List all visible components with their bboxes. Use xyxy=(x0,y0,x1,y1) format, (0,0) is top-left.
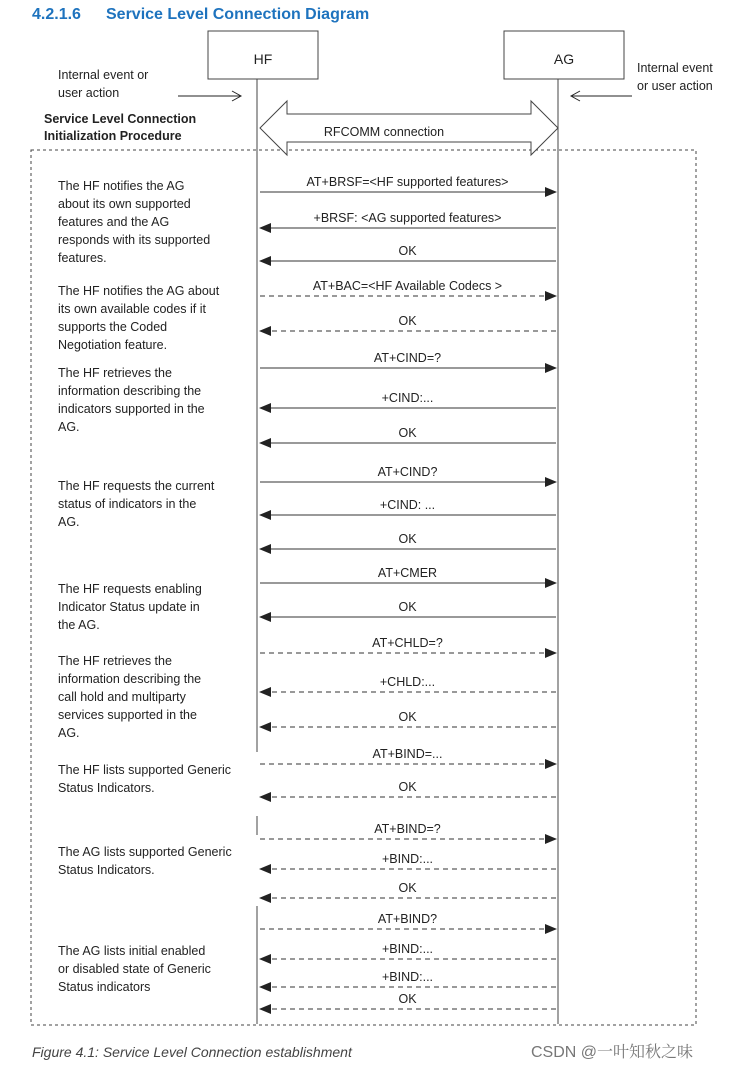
message-label: AT+CMER xyxy=(377,566,438,580)
message-label: AT+CIND=? xyxy=(373,351,442,365)
message-label: OK xyxy=(398,244,417,258)
section-title: Service Level Connection Diagram xyxy=(106,6,370,23)
message-label: +CHLD:... xyxy=(379,675,436,689)
message-label: +BIND:... xyxy=(381,942,434,956)
rfcomm-label: RFCOMM connection xyxy=(323,125,445,139)
message-label: +CIND: ... xyxy=(379,498,436,512)
step-note: The AG lists supported Generic Status Indicators. xyxy=(58,845,232,877)
ag-entity-label: AG xyxy=(553,51,575,67)
message-label: +BIND:... xyxy=(381,970,434,984)
message-label: AT+BIND=... xyxy=(372,747,443,761)
message-label: AT+BAC=<HF Available Codecs > xyxy=(312,279,503,293)
message-label: OK xyxy=(398,881,417,895)
watermark: CSDN @一叶知秋之味 xyxy=(531,1044,694,1061)
procedure-title: Service Level Connection Initialization Procedure xyxy=(44,112,197,143)
step-note: The HF retrieves the information describing the call hold and multiparty services supported in the AG. xyxy=(58,654,202,740)
message-label: +CIND:... xyxy=(381,391,434,405)
step-note: The HF lists supported Generic Status Indicators. xyxy=(58,763,231,795)
message-label: AT+CHLD=? xyxy=(372,636,443,650)
figure-caption: Figure 4.1: Service Level Connection establishment xyxy=(32,1044,352,1060)
hf-side-label: Internal event or user action xyxy=(58,68,149,100)
step-note: The HF notifies the AG about its own available codes if it supports the Coded Negotiation feature. xyxy=(58,284,220,352)
step-note: The AG lists initial enabled or disabled state of Generic Status indicators xyxy=(58,944,211,994)
message-label: OK xyxy=(398,532,417,546)
message-arrows xyxy=(260,175,556,1009)
step-note: The HF retrieves the information describing the indicators supported in the AG. xyxy=(58,366,205,434)
ag-side-label: Internal event or user action xyxy=(637,61,713,93)
step-note: The HF notifies the AG about its own supported features and the AG responds with its supported features. xyxy=(58,179,211,265)
message-label: AT+BRSF=<HF supported features> xyxy=(306,175,509,189)
message-label: +BRSF: <AG supported features> xyxy=(313,211,502,225)
message-label: OK xyxy=(398,710,417,724)
message-label: +BIND:... xyxy=(381,852,434,866)
message-label: OK xyxy=(398,314,417,328)
hf-entity-label: HF xyxy=(253,51,273,67)
message-label: AT+BIND=? xyxy=(374,822,441,836)
message-label: AT+CIND? xyxy=(377,465,438,479)
message-label: OK xyxy=(398,780,417,794)
message-label: AT+BIND? xyxy=(377,912,438,926)
step-note: The HF requests enabling Indicator Status update in the AG. xyxy=(58,582,202,632)
step-note: The HF requests the current status of indicators in the AG. xyxy=(58,479,215,529)
message-label: OK xyxy=(398,426,417,440)
message-label: OK xyxy=(398,992,417,1006)
section-number: 4.2.1.6 xyxy=(32,6,81,23)
message-label: OK xyxy=(398,600,417,614)
